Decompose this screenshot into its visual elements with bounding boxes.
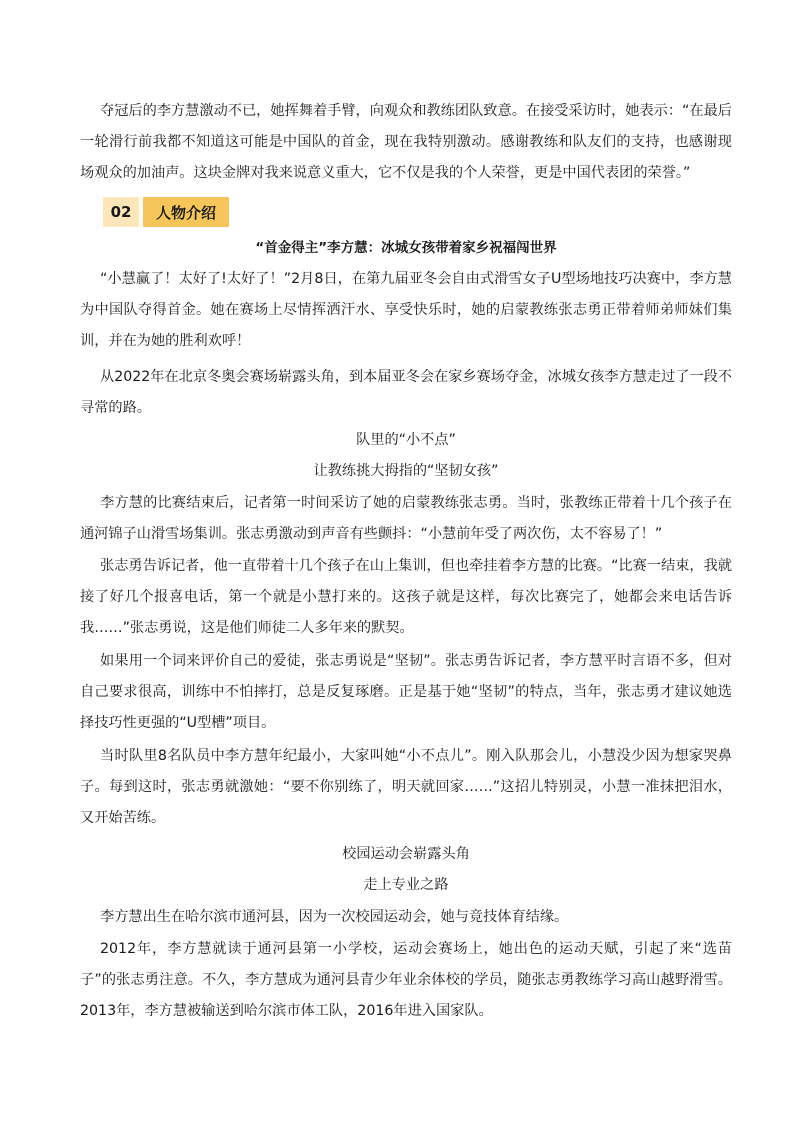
paragraph-phone-call: 张志勇告诉记者，他一直带着十几个孩子在山上集训，但也牵挂着李方慧的比赛。“比赛一结束，我就接了好几个报喜电话，第一个就是小慧打来的。这孩子就是这样，每次比赛完了，她都会来电话告诉我……”张志勇说，这是他们师徒二人多年来的默契。 [80, 558, 732, 636]
paragraph-tough: 如果用一个词来评价自己的爱徒，张志勇说是“坚韧”。张志勇告诉记者，李方慧平时言语不多，但对自己要求很高，训练中不怕摔打，总是反复琢磨。正是基于她“坚韧”的特点，当年，张志勇才建议她选择技巧性更强的“U型槽”项目。 [80, 653, 732, 731]
section-label: 人物介绍 [143, 197, 229, 227]
subheading-professional-path: 走上专业之路 [363, 877, 449, 893]
paragraph-coach-interview: 李方慧的比赛结束后，记者第一时间采访了她的启蒙教练张志勇。当时，张教练正带着十几个孩子在通河锦子山滑雪场集训。张志勇激动到声音有些颤抖：“小慧前年受了两次伤，太不容易了！” [80, 495, 732, 542]
paragraph-birthplace: 李方慧出生在哈尔滨市通河县，因为一次校园运动会，她与竞技体育结缘。 [100, 909, 569, 925]
paragraph-journey: 从2022年在北京冬奥会赛场崭露头角，到本届亚冬会在家乡赛场夺金，冰城女孩李方慧走过了一段不寻常的路。 [80, 369, 732, 416]
subheading-tough-girl: 让教练挑大拇指的“坚韧女孩” [313, 463, 499, 479]
subheading-school-games: 校园运动会崭露头角 [342, 846, 470, 862]
paragraph-intro: “小慧赢了！太好了!太好了！”2月8日，在第九届亚冬会自由式滑雪女子U型场地技巧决赛中，李方慧为中国队夺得首金。她在赛场上尽情挥洒汗水、享受快乐时，她的启蒙教练张志勇正带着师弟师妹们集训，并在为她的胜利欢呼！ [80, 271, 732, 349]
paragraph-victory-quote: 夺冠后的李方慧激动不已，她挥舞着手臂，向观众和教练团队致意。在接受采访时，她表示：“在最后一轮滑行前我都不知道这可能是中国队的首金，现在我特别激动。感谢教练和队友们的支持，也感谢现场观众的加油声。这块金牌对我来说意义重大，它不仅是我的个人荣誉，更是中国代表团的荣誉。” [80, 103, 732, 181]
paragraph-little-one: 当时队里8名队员中李方慧年纪最小，大家叫她“小不点儿”。刚入队那会儿，小慧没少因为想家哭鼻子。每到这时，张志勇就激她：“要不你别练了，明天就回家……”这招儿特别灵，小慧一准抹把泪水，又开始苦练。 [80, 748, 732, 826]
section-header [103, 197, 229, 227]
section-number: 02 [103, 197, 139, 227]
article-subtitle: “首金得主”李方慧：冰城女孩带着家乡祝福闯世界 [255, 240, 557, 256]
subheading-little-one: 队里的“小不点” [356, 432, 456, 448]
paragraph-career: 2012年，李方慧就读于通河县第一小学校，运动会赛场上，她出色的运动天赋，引起了来“选苗子”的张志勇注意。不久，李方慧成为通河县青少年业余体校的学员，随张志勇教练学习高山越野滑雪。2013年，李方慧被输送到哈尔滨市体工队，2016年进入国家队。 [80, 941, 732, 1019]
